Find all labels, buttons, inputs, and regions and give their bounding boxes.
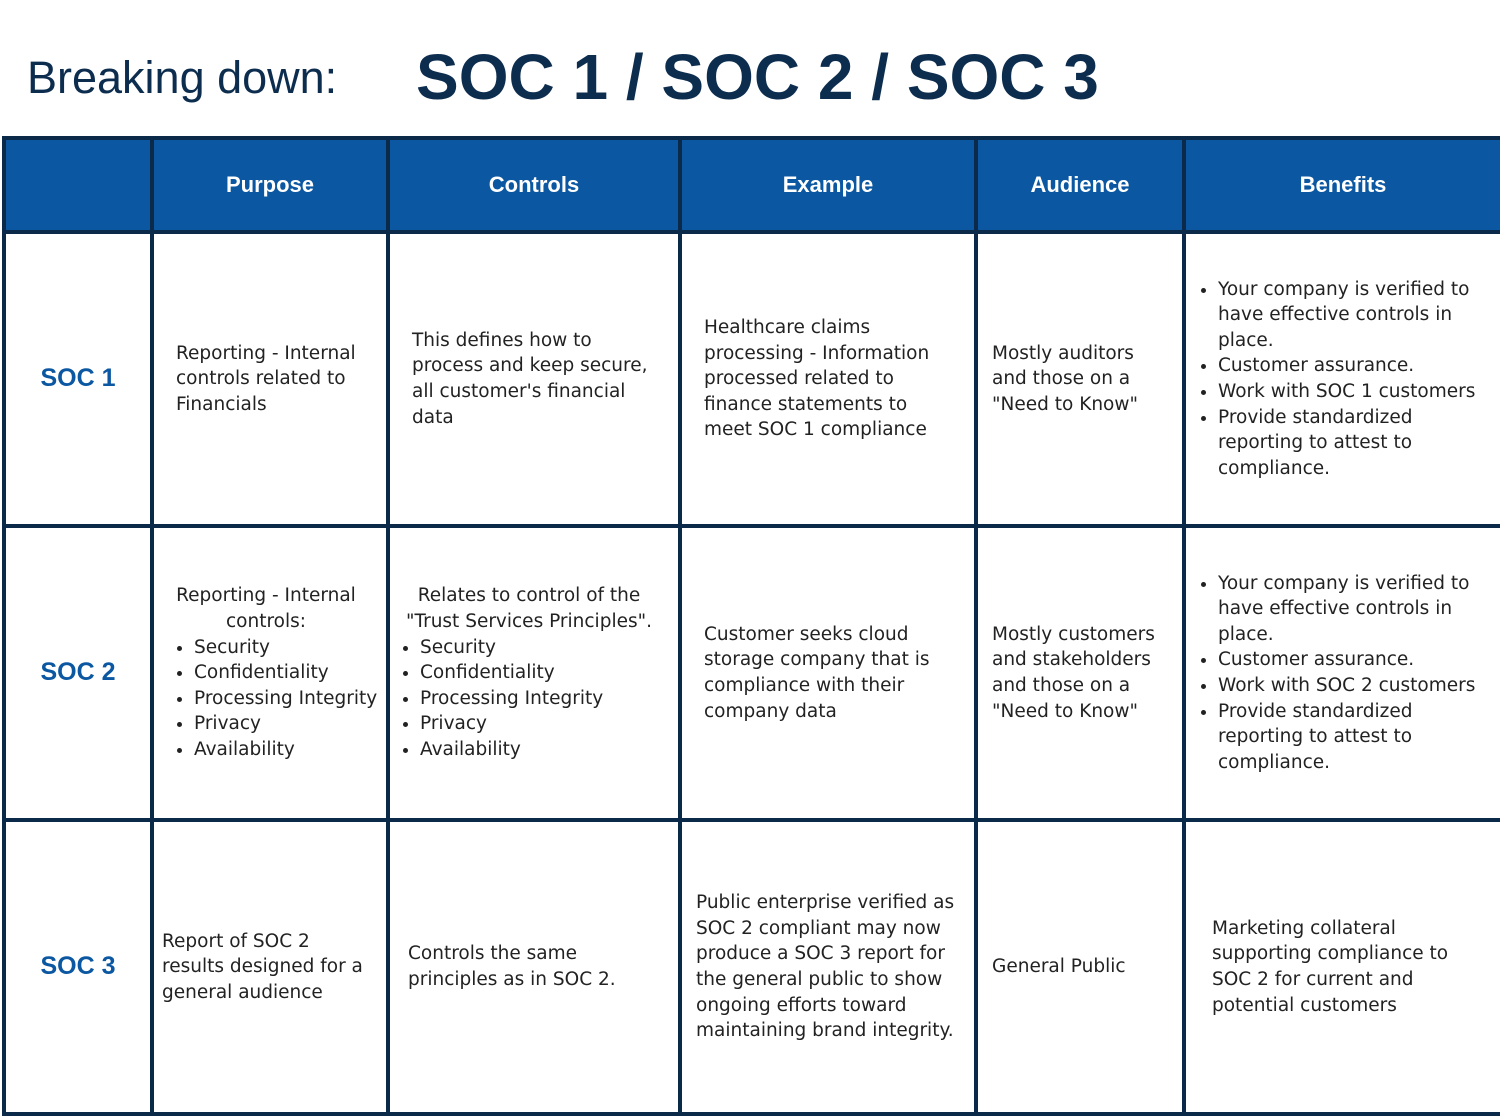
purpose-text: Report of SOC 2 results designed for a general audience <box>162 930 363 1003</box>
list-item: • Your company is verified to have effective controls in place. <box>1218 277 1486 354</box>
row-label-soc2: SOC 2 <box>4 526 152 820</box>
header-controls: Controls <box>388 138 680 232</box>
cell-example-soc3 <box>680 820 976 1114</box>
audience-text: General Public <box>992 956 1126 978</box>
header-purpose: Purpose <box>152 138 388 232</box>
example-text: Public enterprise verified as SOC 2 compliant may now produce a SOC 3 report for the general public to show ongoing efforts toward maintaining brand integrity. <box>696 892 955 1042</box>
list-item: • Customer assurance. <box>1218 353 1486 379</box>
soc-comparison-table <box>2 136 1500 1116</box>
purpose-text: Reporting - Internal controls related to Financials <box>176 342 356 415</box>
list-item: • Processing Integrity <box>420 686 668 712</box>
example-text: Healthcare claims processing - Information processed related to finance statements to meet SOC 1 compliance <box>704 317 930 441</box>
page-title: SOC 1 / SOC 2 / SOC 3 <box>416 41 1099 113</box>
cell-purpose-soc3 <box>152 820 388 1114</box>
header-benefits: Benefits <box>1184 138 1500 232</box>
benefits-text: Marketing collateral supporting compliance to SOC 2 for current and potential customers <box>1212 917 1449 1016</box>
title-bar <box>0 0 1500 136</box>
table-row-soc2 <box>4 526 1500 820</box>
list-item: • Confidentiality <box>420 660 668 686</box>
list-item: • Provide standardized reporting to attest to compliance. <box>1218 405 1486 482</box>
audience-text: Mostly customers and stakeholders and those on a "Need to Know" <box>992 623 1155 722</box>
cell-example-soc1 <box>680 232 976 526</box>
cell-controls-soc2 <box>388 526 680 820</box>
controls-list <box>398 635 668 763</box>
list-item: • Privacy <box>194 711 378 737</box>
list-item: • Confidentiality <box>194 660 378 686</box>
header-audience: Audience <box>976 138 1184 232</box>
list-item: • Your company is verified to have effective controls in place. <box>1218 571 1486 648</box>
cell-audience-soc1 <box>976 232 1184 526</box>
purpose-list <box>164 635 378 763</box>
table-row-soc1 <box>4 232 1500 526</box>
cell-purpose-soc2 <box>152 526 388 820</box>
benefits-list-wrap <box>1186 277 1500 482</box>
benefits-list <box>1196 277 1486 482</box>
header-corner <box>4 138 152 232</box>
controls-text: Controls the same principles as in SOC 2. <box>408 943 616 990</box>
list-item: • Privacy <box>420 711 668 737</box>
cell-audience-soc3 <box>976 820 1184 1114</box>
controls-wrap <box>390 583 678 762</box>
table-row-soc3 <box>4 820 1500 1114</box>
benefits-list-wrap <box>1186 571 1500 776</box>
cell-benefits-soc3 <box>1184 820 1500 1114</box>
cell-audience-soc2 <box>976 526 1184 820</box>
controls-intro: Relates to control of the "Trust Services Principles". <box>406 585 652 633</box>
list-item: • Provide standardized reporting to attest to compliance. <box>1218 699 1486 776</box>
audience-text: Mostly auditors and those on a "Need to Know" <box>992 342 1139 415</box>
row-label-soc1: SOC 1 <box>4 232 152 526</box>
list-item: • Availability <box>420 737 668 763</box>
row-label-soc3: SOC 3 <box>4 820 152 1114</box>
cell-purpose-soc1 <box>152 232 388 526</box>
example-text: Customer seeks cloud storage company that is compliance with their company data <box>704 623 930 722</box>
cell-benefits-soc2 <box>1184 526 1500 820</box>
purpose-intro: Reporting - Internal controls: <box>176 585 356 633</box>
title-prefix: Breaking down: <box>27 52 338 103</box>
cell-benefits-soc1 <box>1184 232 1500 526</box>
list-item: • Work with SOC 2 customers <box>1218 673 1486 699</box>
header-example: Example <box>680 138 976 232</box>
benefits-list <box>1196 571 1486 776</box>
list-item: • Security <box>194 635 378 661</box>
purpose-wrap <box>154 583 386 762</box>
list-item: • Security <box>420 635 668 661</box>
list-item: • Work with SOC 1 customers <box>1218 379 1486 405</box>
controls-text: This defines how to process and keep secure, all customer's financial data <box>412 329 648 428</box>
list-item: • Processing Integrity <box>194 686 378 712</box>
cell-controls-soc3 <box>388 820 680 1114</box>
cell-example-soc2 <box>680 526 976 820</box>
cell-controls-soc1 <box>388 232 680 526</box>
list-item: • Availability <box>194 737 378 763</box>
table-header-row <box>4 138 1500 232</box>
list-item: • Customer assurance. <box>1218 647 1486 673</box>
